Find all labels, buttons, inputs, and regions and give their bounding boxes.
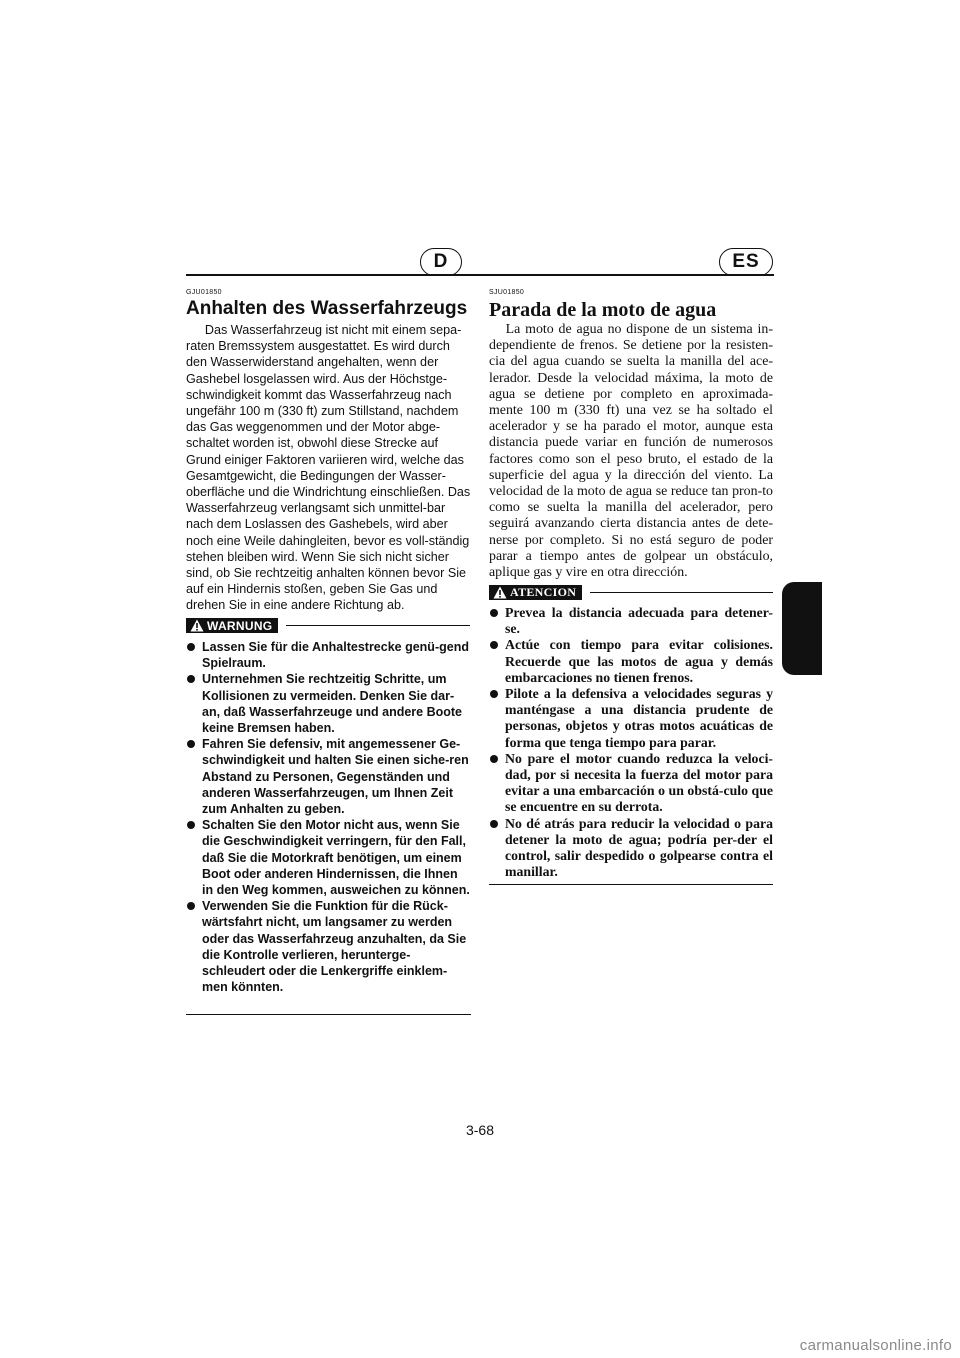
bullet-icon [187,740,195,748]
list-item: Fahren Sie defensiv, mit angemessener Ge-schwindigkeit und halten Sie einen siche-ren Abstand zu Personen, Gegenständen und anderen Wasserfahrzeugen, um Ihnen Zeit zum Anhalten zu geben. [186,736,471,817]
warning-list-de [186,639,471,995]
list-item: Pilote a la defensiva a velocidades seguras y manténgase a una distancia prudente de personas, objetos y otras motos acuáticas de forma que tenga tiempo para parar. [489,686,773,751]
body-text-es: La moto de agua no dispone de un sistema in-dependiente de frenos. Se detiene por la resisten-cia del agua cuando se suelta la manilla del ace-lerador. Desde la velocidad máxima, la moto de agua se detiene por completo en aproximada-mente 100 m (330 ft) una vez se ha soltado el acelerador y se ha parado el motor, aunque esta distancia puede variar en función de numerosos factores como son el peso bruto, el estado de la superficie del agua y la dirección del viento. La velocidad de la moto de agua se reduce tan pron-to como se suelta la manilla del acelerador, pero seguirá avanzando cierta distancia antes de dete-nerse por completo. Si no está seguro de poder parar a tiempo antes de golpear un obstáculo, aplique gas y vire en otra dirección. [489,322,773,581]
bullet-icon [490,690,498,698]
warning-triangle-icon [190,619,204,632]
section-title-es: Parada de la moto de agua [489,299,717,321]
page-number: 3-68 [465,1122,495,1138]
list-item: Unternehmen Sie rechtzeitig Schritte, um Kollisionen zu vermeiden. Denken Sie dar-an, daß Wasserfahrzeuge und andere Boote keine Bremsen haben. [186,671,471,736]
list-item: Verwenden Sie die Funktion für die Rück-wärtsfahrt nicht, um langsamer zu werden oder das Wasserfahrzeug anzuhalten, da Sie die Kontrolle verlieren, herunterge-schleudert oder die Lenkergriffe einklem-men könnten. [186,898,471,995]
list-item: Lassen Sie für die Anhaltestrecke genü-gend Spielraum. [186,639,471,671]
bullet-icon [490,641,498,649]
section-code-es: SJU01850 [489,289,525,296]
warning-list-es [489,605,773,880]
warning-rule [286,625,470,626]
chapter-tab [782,582,822,675]
warning-label: ATENCION [510,585,577,599]
warning-triangle-icon [493,586,507,599]
watermark: carmanualsonline.info [799,1337,952,1354]
warning-rule [590,592,773,593]
section-code-de: GJU01850 [186,289,222,296]
language-badge-de [420,248,462,276]
warning-label: WARNUNG [207,618,273,633]
section-title-de: Anhalten des Wasserfahrzeugs [186,298,468,319]
list-item: Actúe con tiempo para evitar colisiones. Recuerde que las motos de agua y demás embarcaciones no tienen frenos. [489,637,773,686]
warning-badge [489,585,582,600]
list-item: No dé atrás para reducir la velocidad o para detener la moto de agua; podría per-der el control, salir despedido o golpearse contra el manillar. [489,816,773,881]
bullet-icon [187,821,195,829]
list-item: No pare el motor cuando reduzca la veloci-dad, por si necesita la fuerza del motor para evitar a una embarcación o un obstá-culo que se encuentre en su derrota. [489,751,773,816]
list-item: Prevea la distancia adecuada para detener-se. [489,605,773,637]
language-code: ES [732,251,760,272]
bullet-icon [490,820,498,828]
language-code: D [433,251,449,272]
warning-end-rule-es [489,884,773,885]
bullet-icon [490,755,498,763]
bullet-icon [187,902,195,910]
list-item: Schalten Sie den Motor nicht aus, wenn Sie die Geschwindigkeit verringern, für den Fall, daß Sie die Motorkraft benötigen, um einem Boot oder anderen Hindernissen, die Ihnen in den Weg kommen, ausweichen zu können. [186,817,471,898]
body-text-de: Das Wasserfahrzeug ist nicht mit einem sepa-raten Bremssystem ausgestattet. Es wird durch den Wasserwiderstand angehalten, wenn der Gashebel losgelassen wird. Aus der Höchstge-schwindigkeit kommt das Wasserfahrzeug nach ungefähr 100 m (330 ft) zum Stillstand, nachdem das Gas weggenommen und der Motor abge-schaltet worden ist, obwohl diese Strecke auf Grund einiger Faktoren variieren wird, welche das Gesamtgewicht, die Bedingungen der Wasser-oberfläche und die Windrichtung einschließen. Das Wasserfahrzeug verlangsamt sich unmittel-bar nach dem Loslassen des Gashebels, wird aber noch eine Weile dahingleiten, bevor es voll-ständig stehen bleiben wird. Wenn Sie sich nicht sicher sind, ob Sie rechtzeitig anhalten können bevor Sie auf ein Hindernis stoßen, geben Sie Gas und drehen Sie in eine andere Richtung ab. [186,323,471,613]
bullet-icon [187,643,195,651]
warning-header-de [186,618,470,633]
language-badge-es [719,248,773,276]
warning-header-es [489,585,773,600]
bullet-icon [490,609,498,617]
header-rule [186,274,774,276]
warning-end-rule-de [186,1014,471,1015]
warning-badge [186,618,278,633]
bullet-icon [187,675,195,683]
